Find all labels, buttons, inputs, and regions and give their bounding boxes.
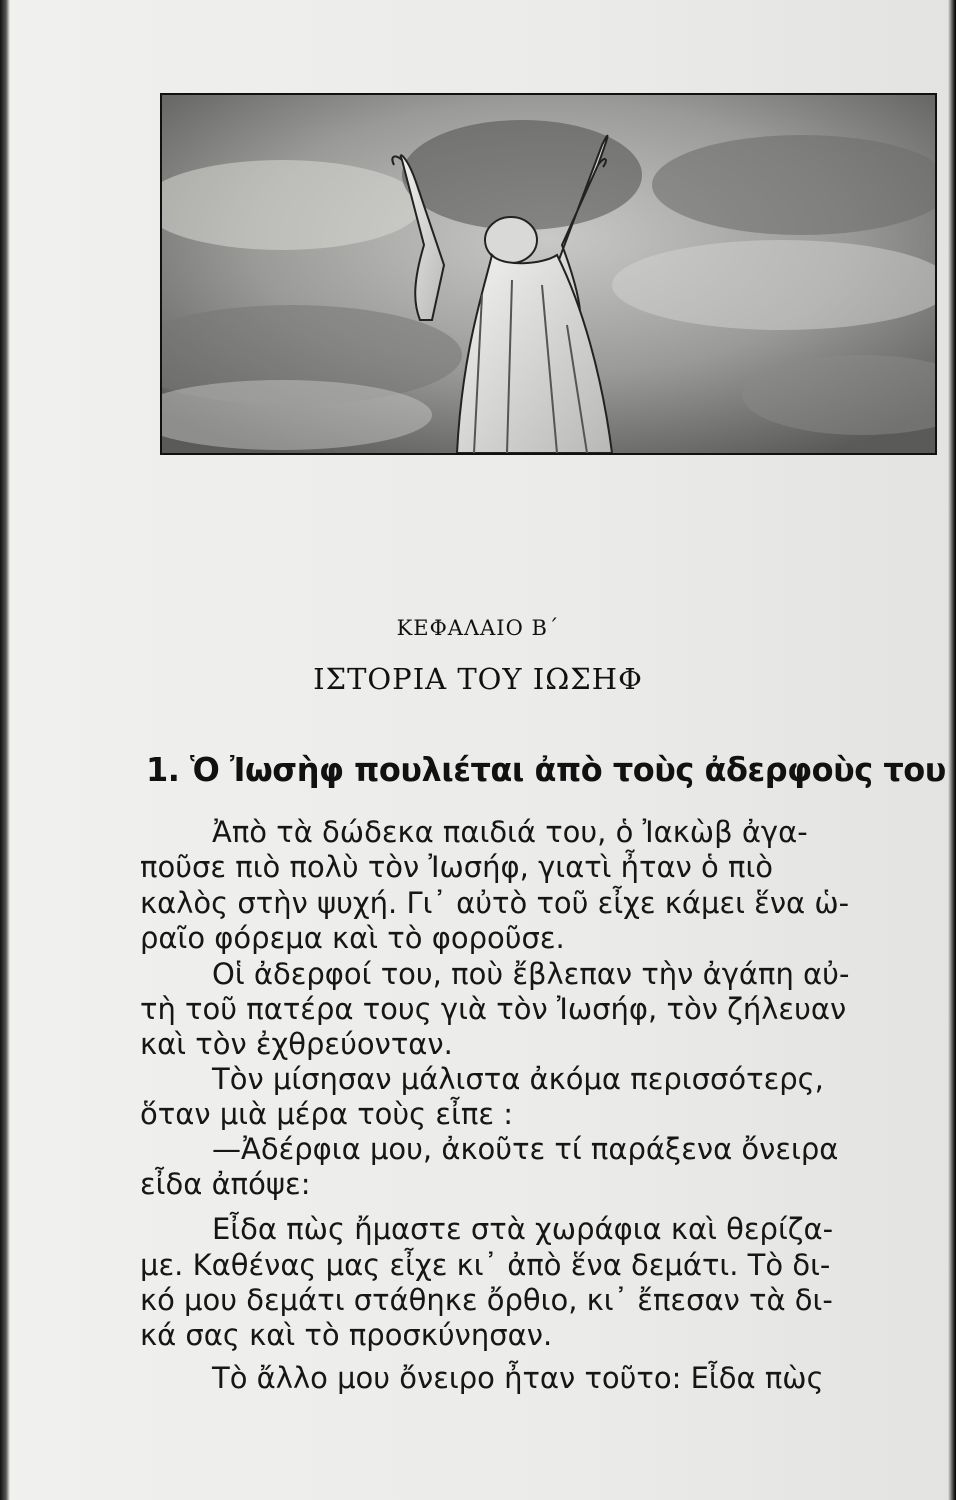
paragraph-line: Εἶδα πὼς ἤμαστε στὰ χωράφια καὶ θερίζα-: [212, 1212, 834, 1246]
paragraph-line: ποῦσε πιὸ πολὺ τὸν Ἰωσήφ, γιατὶ ἦταν ὁ πιὸ: [140, 850, 774, 884]
paragraph-line: —Ἀδέρφια μου, ἀκοῦτε τί παράξενα ὄνειρα: [212, 1132, 839, 1166]
paragraph-line: καλὸς στὴν ψυχή. Γι᾽ αὐτὸ τοῦ εἶχε κάμει ἕνα ὡ-: [140, 886, 850, 920]
paragraph-line: Οἱ ἀδερφοί του, ποὺ ἔβλεπαν τὴν ἀγάπη αὐ-: [212, 957, 850, 991]
paragraph-line: τὴ τοῦ πατέρα τους γιὰ τὸν Ἰωσήφ, τὸν ζήλευαν: [140, 992, 847, 1026]
chapter-label: ΚΕΦΑΛΑΙΟ Β΄: [396, 616, 560, 640]
paragraph-line: κά σας καὶ τὸ προσκύνησαν.: [140, 1318, 553, 1352]
paragraph-line: Ἀπὸ τὰ δώδεκα παιδιά του, ὁ Ἰακὼβ ἀγα-: [212, 815, 808, 849]
chapter-title: ΙΣΤΟΡΙΑ ΤΟΥ ΙΩΣΗΦ: [313, 662, 643, 696]
paragraph-line: ὅταν μιὰ μέρα τοὺς εἶπε :: [140, 1097, 514, 1131]
paragraph-line: Τὸ ἄλλο μου ὄνειρο ἦταν τοῦτο: Εἶδα πὼς: [212, 1361, 824, 1395]
paragraph-line: καὶ τὸν ἐχθρεύονταν.: [140, 1027, 453, 1061]
page-right-edge: [948, 0, 956, 1500]
paragraph-line: κό μου δεμάτι στάθηκε ὄρθιο, κι᾽ ἔπεσαν τὰ δι-: [140, 1283, 833, 1317]
page-left-edge: [0, 0, 10, 1500]
chapter-illustration: [160, 93, 937, 455]
paragraph-line: με. Καθένας μας εἶχε κι᾽ ἀπὸ ἕνα δεμάτι. Τὸ δι-: [140, 1248, 831, 1282]
section-heading: 1. Ὁ Ἰωσὴφ πουλιέται ἀπὸ τοὺς ἀδερφοὺς του: [146, 750, 946, 789]
paragraph-line: εἶδα ἀπόψε:: [140, 1167, 311, 1201]
paragraph-line: Τὸν μίσησαν μάλιστα ἀκόμα περισσότερς,: [212, 1062, 824, 1096]
paragraph-line: ραῖο φόρεμα καὶ τὸ φοροῦσε.: [140, 921, 565, 955]
